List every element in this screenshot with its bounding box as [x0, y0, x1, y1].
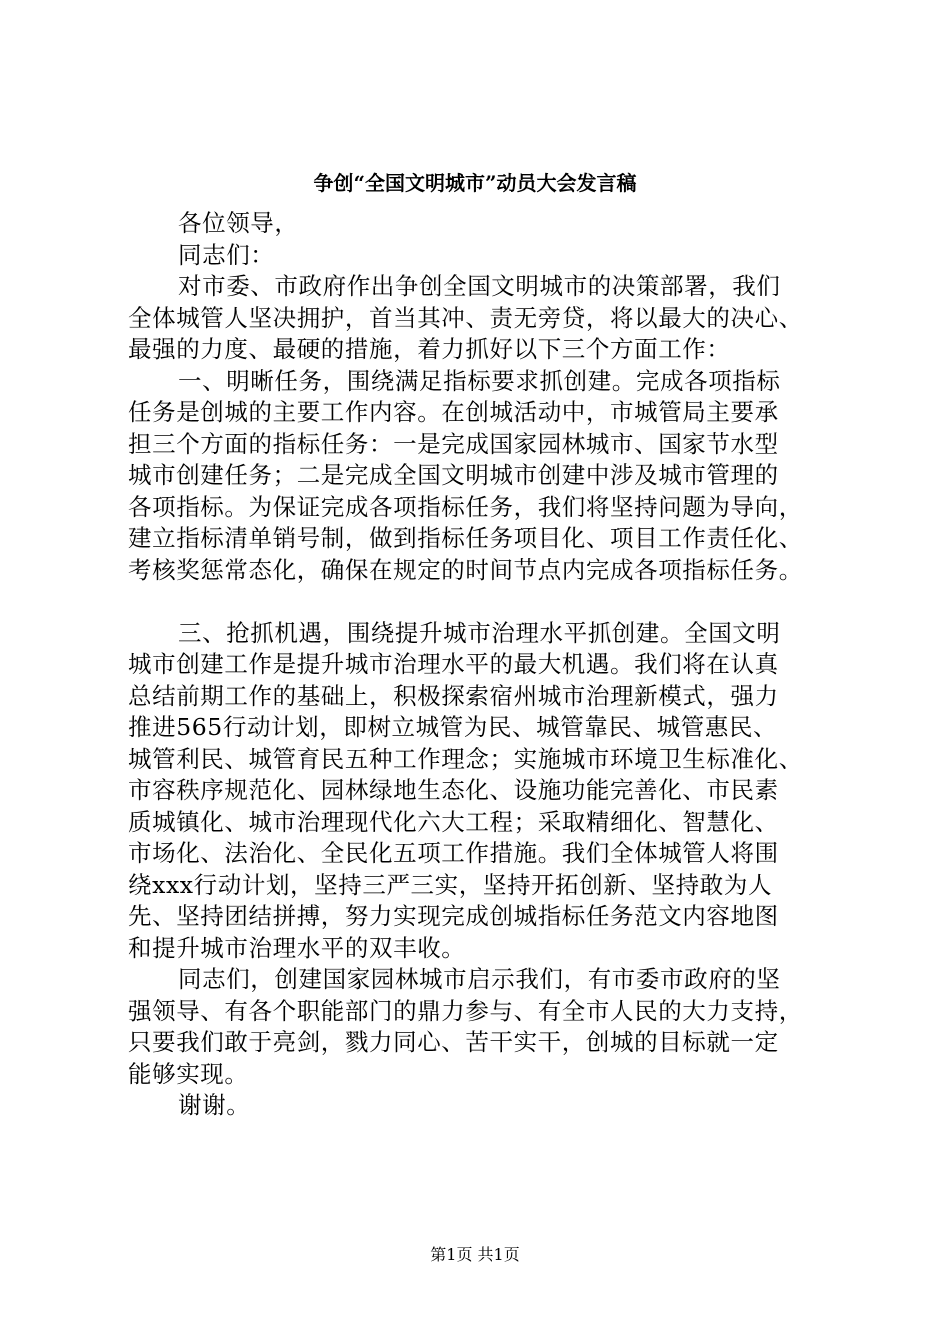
- paragraph-line: 市场化、法治化、全民化五项工作措施。我们全体城管人将围: [128, 839, 779, 867]
- paragraph-line: 最强的力度、最硬的措施，着力抓好以下三个方面工作：: [128, 335, 731, 363]
- closing-line: 谢谢。: [178, 1091, 251, 1119]
- document-body: [128, 208, 848, 1122]
- salutation-line: 各位领导，: [178, 209, 299, 237]
- salutation-line: 同志们：: [178, 240, 275, 269]
- paragraph-line: 能够实现。: [128, 1059, 249, 1088]
- paragraph-line: 同志们，创建国家园林城市启示我们，有市委市政府的坚: [178, 965, 781, 993]
- document-title: 争创“全国文明城市”动员大会发言稿: [313, 171, 637, 195]
- page-number-footer: 第1页 共1页: [430, 1245, 520, 1264]
- paragraph-line: 城管利民、城管育民五种工作理念；实施城市环境卫生标准化、: [128, 744, 803, 773]
- paragraph-line: 城市创建任务；二是完成全国文明城市创建中涉及城市管理的: [128, 461, 779, 489]
- paragraph-line: 总结前期工作的基础上，积极探索宿州城市治理新模式，强力: [128, 681, 779, 710]
- paragraph-line: 考核奖惩常态化，确保在规定的时间节点内完成各项指标任务。: [128, 555, 803, 584]
- paragraph-line: 只要我们敢于亮剑，戮力同心、苦干实干，创城的目标就一定: [128, 1028, 779, 1056]
- paragraph-line: 强领导、有各个职能部门的鼎力参与、有全市人民的大力支持，: [128, 996, 803, 1025]
- paragraph-line: 全体城管人坚决拥护，首当其冲、责无旁贷，将以最大的决心、: [128, 303, 803, 332]
- paragraph-line: 任务是创城的主要工作内容。在创城活动中，市城管局主要承: [128, 398, 779, 426]
- paragraph-line: 三、抢抓机遇，围绕提升城市治理水平抓创建。全国文明: [178, 618, 781, 647]
- paragraph-line: 市容秩序规范化、园林绿地生态化、设施功能完善化、市民素: [128, 776, 779, 804]
- paragraph-line: 城市创建工作是提升城市治理水平的最大机遇。我们将在认真: [128, 650, 779, 678]
- paragraph-line: 担三个方面的指标任务：一是完成国家园林城市、国家节水型: [128, 429, 779, 458]
- paragraph-line: 推进565行动计划，即树立城管为民、城管靠民、城管惠民、: [128, 713, 778, 741]
- paragraph-line: 各项指标。为保证完成各项指标任务，我们将坚持问题为导向，: [128, 492, 803, 521]
- paragraph-line: 绕xxx行动计划，坚持三严三实，坚持开拓创新、坚持敢为人: [128, 870, 773, 899]
- paragraph-line: 先、坚持团结拼搏，努力实现完成创城指标任务范文内容地图: [128, 902, 779, 930]
- paragraph-line: 一、明晰任务，围绕满足指标要求抓创建。完成各项指标: [178, 366, 781, 395]
- paragraph-line: 建立指标清单销号制，做到指标任务项目化、项目工作责任化、: [128, 524, 803, 552]
- paragraph-line: 和提升城市治理水平的双丰收。: [128, 933, 466, 962]
- paragraph-line: 对市委、市政府作出争创全国文明城市的决策部署，我们: [178, 272, 781, 300]
- paragraph-line: 质城镇化、城市治理现代化六大工程；采取精细化、智慧化、: [128, 807, 779, 836]
- blank-line: [128, 586, 848, 618]
